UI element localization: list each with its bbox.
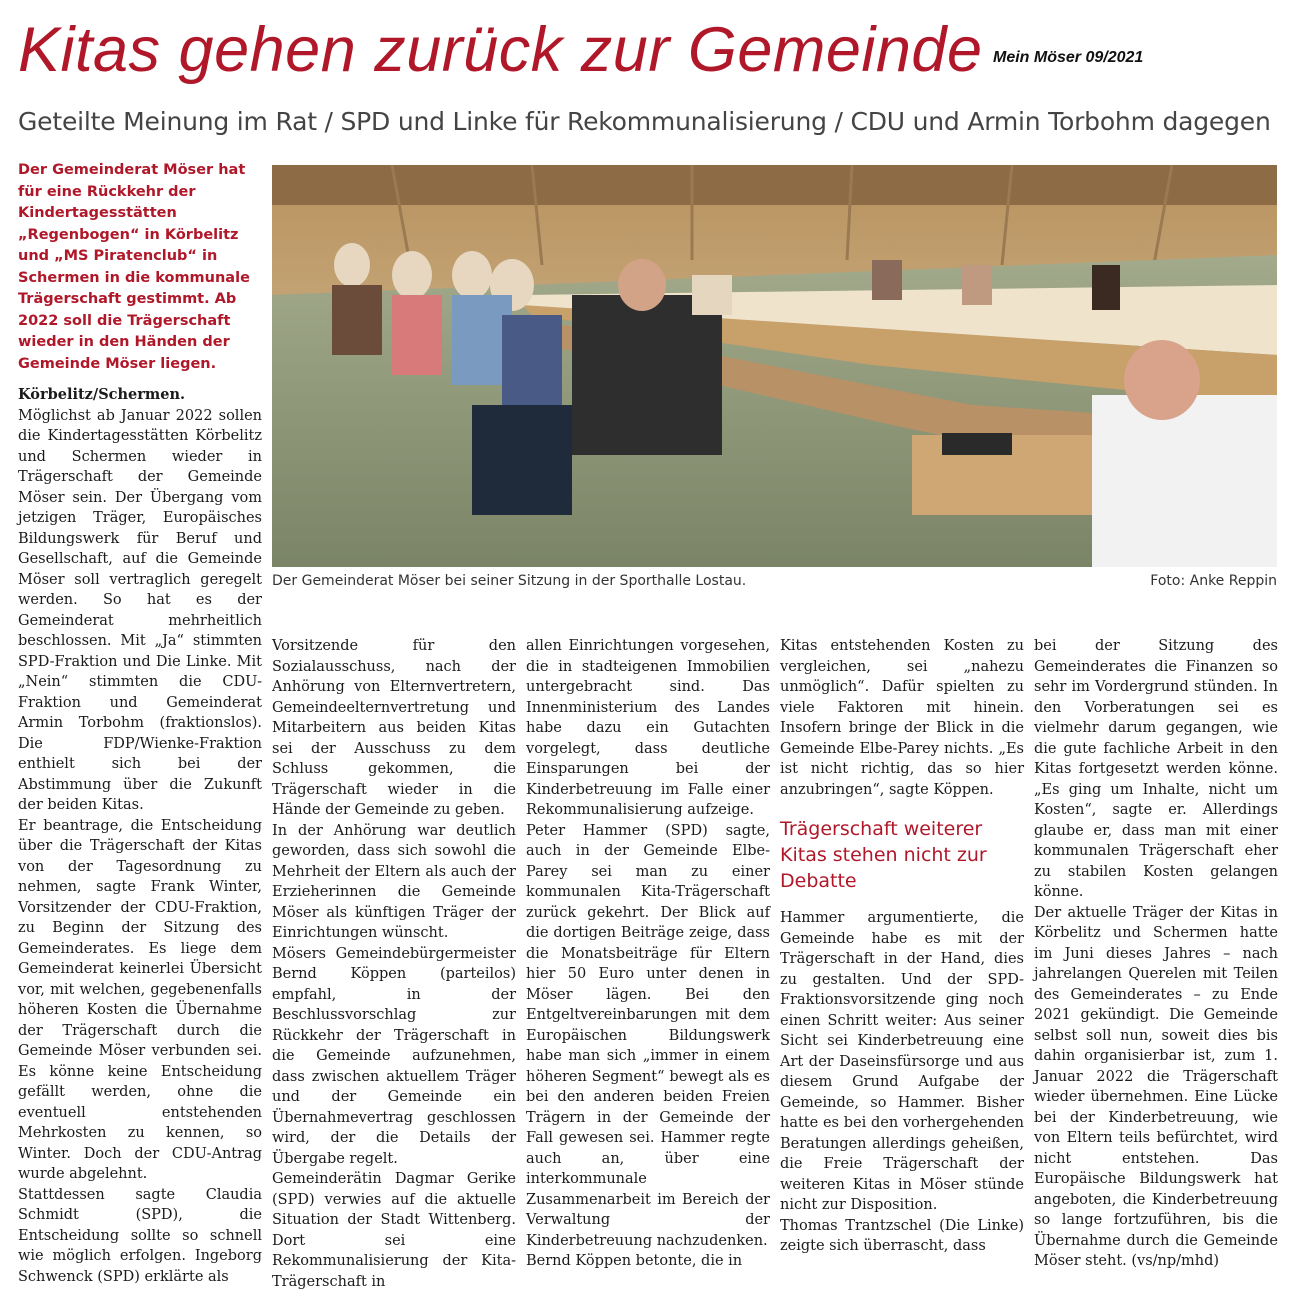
body-paragraph: Bernd Köppen betonte, die in <box>526 1253 743 1269</box>
body-paragraph: Stattdessen sagte Claudia Schmidt (SPD), die Entscheidung sollte so schnell wie möglich erfolgen. Ingeborg Schwenck (SPD) erklärte als <box>18 1186 262 1285</box>
section-heading: Trägerschaft weiterer Kitas stehen nicht zur Debatte <box>780 818 987 892</box>
article-headline: Kitas gehen zurück zur Gemeinde <box>18 15 983 85</box>
column-2 <box>272 636 516 1292</box>
body-paragraph: Mösers Gemeindebürgermeister Bernd Köppen (parteilos) empfahl, in der Beschlussvorschlag zur Rückkehr der Trägerschaft in die Gemeinde aufzunehmen, dass zwischen aktuellem Träger und der Gemeinde ein Übernahmevertrag geschlossen wird, der die Details der Übergabe regelt. <box>272 945 516 1167</box>
body-paragraph: bei der Sitzung des Gemeinderates die Finanzen so sehr im Vordergrund stünden. In den Vorberatungen sei es vielmehr darum gegangen, wie die gute fachliche Arbeit in den Kitas fortgesetzt werden könne. „Es ging um Inhalte, nicht um Kosten“, sagte er. Allerdings glaube er, dass man mit einer kommunalen Trägerschaft eher zu stabilen Kosten gelangen könne. <box>1034 638 1278 900</box>
issue-label: Mein Möser 09/2021 <box>993 49 1144 66</box>
lead-paragraph: Der Gemeinderat Möser hat für eine Rückkehr der Kindertagesstätten „Regenbogen“ in Körbelitz und „MS Piratenclub“ in Schermen in die kommunale Trägerschaft gestimmt. Ab 2022 soll die Trägerschaft wieder in den Händen der Gemeinde Möser liegen. <box>18 162 250 372</box>
column-5 <box>1034 636 1278 1272</box>
photo-illustration <box>272 165 1277 567</box>
article-subheadline: Geteilte Meinung im Rat / SPD und Linke für Rekommunalisierung / CDU und Armin Torbohm dagegen <box>18 107 1271 136</box>
body-paragraph: Der aktuelle Träger der Kitas in Körbelitz und Schermen hatte im Juni dieses Jahres – nach jahrelangen Querelen mit Teilen des Gemeinderates – zu Ende 2021 gekündigt. Die Gemeinde selbst soll nun, soweit dies bis dahin organisierbar ist, zum 1. Januar 2022 die Trägerschaft wieder übernehmen. Eine Lücke bei der Kinderbetreuung, wie von Eltern teils befürchtet, wird nicht entstehen. Das Europäische Bildungswerk hat angeboten, die Kinderbetreuung so lange fortzuführen, bis die Übernahme durch die Gemeinde Möser steht. (vs/np/mhd) <box>1034 904 1278 1269</box>
photo-credit: Foto: Anke Reppin <box>1150 573 1277 589</box>
council-meeting-photo <box>272 165 1277 567</box>
body-paragraph: Vorsitzende für den Sozialausschuss, nach der Anhörung von Elternvertretern, Gemeindeelternvertretung und Mitarbeitern aus beiden Kitas sei der Ausschuss zu dem Schluss gekommen, die Trägerschaft wieder in die Hände der Gemeinde zu geben. <box>272 638 516 818</box>
body-paragraph: Kitas entstehenden Kosten zu vergleichen, sei „nahezu unmöglich“. Dafür spielten zu viele Faktoren mit hinein. Insofern bringe der Blick in die Gemeinde Elbe-Parey nichts. „Es ist nicht richtig, das so hier anzubringen“, sagte Köppen. <box>780 638 1024 798</box>
column-1 <box>18 385 262 1287</box>
photo-caption: Der Gemeinderat Möser bei seiner Sitzung in der Sporthalle Lostau. <box>272 573 747 589</box>
body-paragraph: In der Anhörung war deutlich geworden, dass sich sowohl die Mehrheit der Eltern als auch der Erzieherinnen die Gemeinde Möser als künftigen Träger der Einrichtungen wünscht. <box>272 822 516 941</box>
dateline: Körbelitz/Schermen. <box>18 386 186 403</box>
body-paragraph: Hammer argumentierte, die Gemeinde habe es mit der Trägerschaft in der Hand, dies zu gestalten. Und der SPD-Fraktionsvorsitzende ging noch einen Schritt weiter: Aus seiner Sicht sei Kinderbetreuung eine Art der Daseinsfürsorge und aus diesem Grund Aufgabe der Gemeinde, so Hammer. Bisher hatte es bei den vorhergehenden Beratungen allerdings geheißen, die Freie Trägerschaft der weiteren Kitas in Möser stünde nicht zur Disposition. <box>780 910 1024 1213</box>
body-paragraph: allen Einrichtungen vorgesehen, die in stadteigenen Immobilien untergebracht sind. Das Innenministerium des Landes habe dazu ein Gutachten vorgelegt, dass deutliche Einsparungen bei der Kinderbetreuung im Falle einer Rekommunalisierung aufzeige. <box>526 638 770 818</box>
column-4 <box>780 636 1024 1257</box>
body-paragraph: Körbelitz/Schermen. Möglichst ab Januar 2022 sollen die Kindertagesstätten Körbelitz und Schermen wieder in Trägerschaft der Gemeinde Möser sein. Der Übergang vom jetzigen Träger, Europäisches Bildungswerk für Beruf und Gesellschaft, auf die Gemeinde Möser soll vertraglich geregelt werden. So hat es der Gemeinderat mehrheitlich beschlossen. Mit „Ja“ stimmten SPD-Fraktion und Die Linke. Mit „Nein“ stimmten die CDU-Fraktion und Gemeinderat Armin Torbohm (fraktionslos). Die FDP/Wienke-Fraktion enthielt sich bei der Abstimmung über die Zukunft der beiden Kitas. <box>18 386 262 813</box>
body-paragraph: Peter Hammer (SPD) sagte, auch in der Gemeinde Elbe-Parey sei man zu einer kommunalen Kita-Trägerschaft zurück gekehrt. Der Blick auf die dortigen Beiträge zeige, dass die Monatsbeiträge für Eltern hier 50 Euro unter denen in Möser lägen. Bei den Entgeltvereinbarungen mit dem Europäischen Bildungswerk habe man sich „immer in einem höheren Segment“ bewegt als es bei den anderen beiden Freien Trägern in der Gemeinde der Fall gewesen sei. Hammer regte auch an, über eine interkommunale Zusammenarbeit im Bereich der Verwaltung der Kinderbetreuung nachzudenken. <box>526 822 770 1249</box>
body-paragraph: Er beantrage, die Entscheidung über die Trägerschaft der Kitas von der Tagesordnung zu nehmen, sagte Frank Winter, Vorsitzender der CDU-Fraktion, zu Beginn der Sitzung des Gemeinderates. Es liege dem Gemeinderat keinerlei Übersicht vor, mit welchen, gegebenenfalls höheren Kosten die Übernahme der Trägerschaft durch die Gemeinde Möser verbunden sei. Es könne keine Entscheidung gefällt werden, ohne die eventuell entstehenden Mehrkosten zu kennen, so Winter. Doch der CDU-Antrag wurde abgelehnt. <box>18 817 262 1182</box>
body-paragraph: Gemeinderätin Dagmar Gerike (SPD) verwies auf die aktuelle Situation der Stadt Wittenberg. Dort sei eine Rekommunalisierung der Kita-Trägerschaft in <box>272 1171 516 1290</box>
column-3 <box>526 636 770 1272</box>
body-paragraph: Thomas Trantzschel (Die Linke) zeigte sich überrascht, dass <box>780 1217 1024 1254</box>
